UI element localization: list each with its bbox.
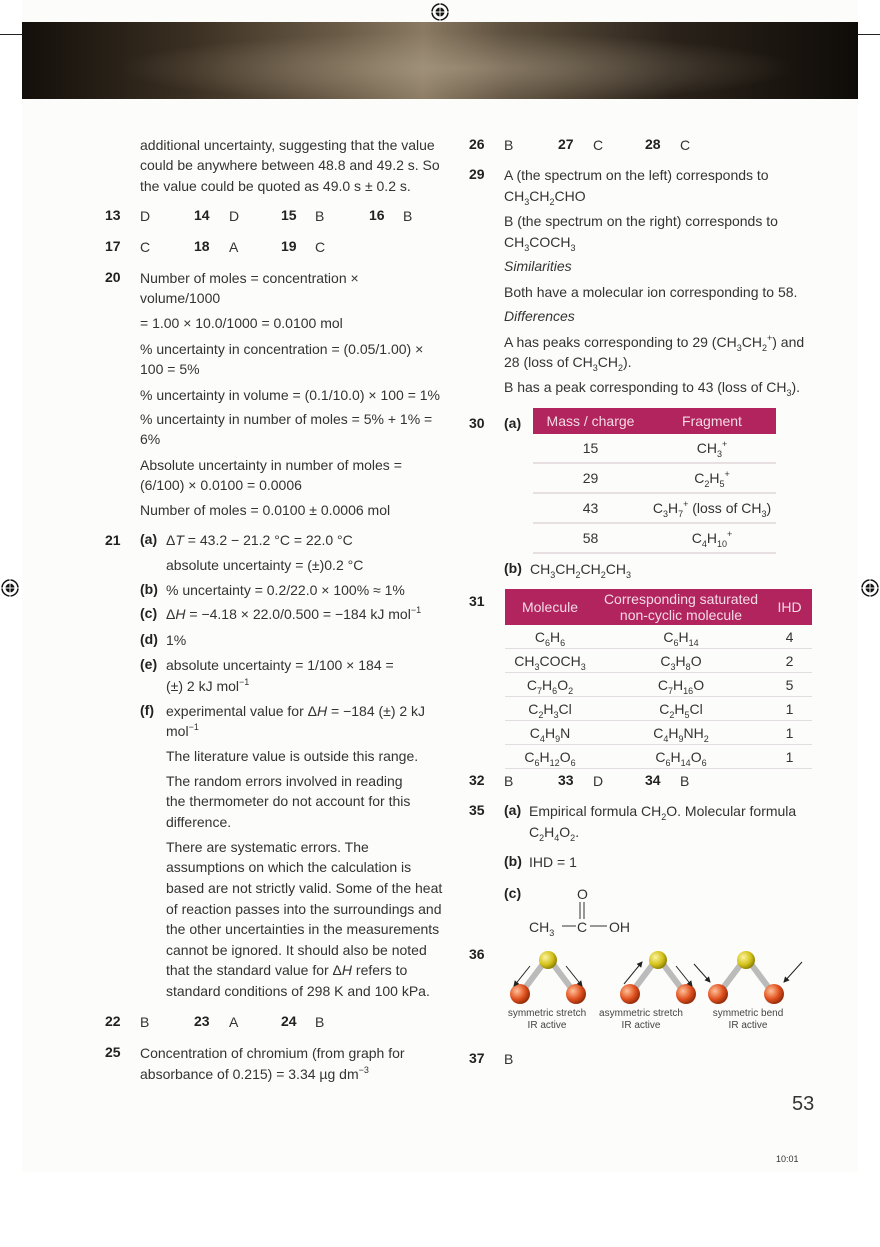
question-number: 36 [469, 946, 485, 962]
table-row [505, 673, 812, 697]
answer: D [593, 773, 604, 789]
answer-line: = 1.00 × 10.0/1000 = 0.0100 mol [140, 315, 343, 331]
question-number: 31 [469, 593, 485, 609]
answer-line: % uncertainty = 0.2/22.0 × 100% ≈ 1% [166, 582, 405, 598]
table-cell: $CH_3COCH_3$ [505, 649, 595, 673]
question-number: 21 [105, 532, 121, 548]
question-number: 24 [281, 1013, 297, 1029]
table-cell: 5 [767, 673, 812, 697]
vibration-caption: symmetric bend IR active [712, 1008, 784, 1031]
question-number: 27 [558, 136, 574, 152]
question-number: 37 [469, 1050, 485, 1066]
timestamp: 10:01 [776, 1154, 799, 1164]
answer-line: assumptions on which the calculation is [166, 859, 412, 875]
question-number: 26 [469, 136, 485, 152]
formula: $C_2H_4O_2$. [529, 824, 580, 843]
table-row [505, 721, 812, 745]
asymmetric-stretch-molecule [620, 951, 696, 1004]
table-row [505, 625, 812, 649]
question-number: 32 [469, 772, 485, 788]
formula: $CH_3CH_2CH_2CH_3$ [530, 561, 631, 580]
answer-line: 100 = 5% [140, 361, 200, 377]
answer: D [229, 208, 240, 224]
answer-line: The literature value is outside this range. [166, 748, 419, 764]
question-number: 28 [645, 136, 661, 152]
table-row [533, 463, 776, 493]
answer-line: experimental value for ΔH = −184 (±) 2 kJ [166, 703, 426, 719]
part-label: (f) [140, 702, 154, 718]
table-cell: 2 [767, 649, 812, 673]
table-cell: $C_6H_{14}O_6$ [595, 745, 767, 769]
question-number: 16 [369, 207, 385, 223]
answer-line: absorbance of 0.215) = 3.34 µg $dm^{-3}$ [140, 1065, 369, 1082]
answer-line: 1% [166, 632, 187, 648]
answer-line: difference. [166, 814, 232, 830]
question-number: 33 [558, 772, 574, 788]
formula: $CH_3COCH_3$ [504, 234, 576, 253]
table-row [505, 649, 812, 673]
answer: B [504, 137, 514, 153]
continued-text: could be anywhere between 48.8 and 49.2 s. So [140, 157, 440, 173]
symmetric-stretch-molecule [510, 951, 586, 1004]
answer-line: cannot be ignored. It should also be noted [166, 942, 427, 958]
answer-line: 6% [140, 431, 161, 447]
answer-line: The random errors involved in reading [166, 773, 403, 789]
table-cell: $C_6H_6$ [505, 625, 595, 649]
answer-line: % uncertainty in volume = (0.1/10.0) × 100 = 1% [140, 387, 441, 403]
answer-line: % uncertainty in number of moles = 5% + 1% = [140, 411, 433, 427]
part-label: (c) [140, 605, 158, 621]
table-row [533, 434, 776, 463]
question-number: 30 [469, 415, 485, 431]
table-cell: $C_7H_6O_2$ [505, 673, 595, 697]
table-cell: 1 [767, 697, 812, 721]
answer: A [229, 1014, 239, 1030]
table-header: Molecule [505, 589, 595, 625]
answer-line: B (the spectrum on the right) corresponds to [504, 213, 778, 229]
answer-line: (±) 2 kJ mol$^{-1}$ [166, 677, 250, 694]
structure-atom: $CH_3$ [529, 919, 555, 938]
part-label: (a) [504, 415, 522, 431]
answer-line: standard conditions of 298 K and 100 kPa. [166, 983, 430, 999]
question-number: 22 [105, 1013, 121, 1029]
answer: B [504, 1051, 514, 1067]
part-label: (d) [140, 631, 158, 647]
question-number: 18 [194, 238, 210, 254]
continued-text: additional uncertainty, suggesting that the value [140, 137, 435, 153]
table-row [505, 697, 812, 721]
table-cell: $C_7H_{16}O$ [595, 673, 767, 697]
table-cell: 4 [767, 625, 812, 649]
answer: B [403, 208, 413, 224]
answer: A [229, 239, 239, 255]
answer-line: Absolute uncertainty in number of moles = [140, 457, 402, 473]
table-row [533, 493, 776, 523]
answer-line: IHD = 1 [529, 854, 577, 870]
table-cell: 1 [767, 745, 812, 769]
answer-line: (6/100) × 0.0100 = 0.0006 [140, 477, 302, 493]
answer-line: absolute uncertainty = 1/100 × 184 = [166, 657, 394, 673]
part-label: (c) [504, 885, 522, 901]
answer: B [315, 1014, 325, 1030]
answer-line: absolute uncertainty = (±)0.2 °C [166, 557, 364, 573]
subheading: Differences [504, 308, 575, 324]
question-number: 13 [105, 207, 121, 223]
answer-line: ΔT = 43.2 − 21.2 °C = 22.0 °C [166, 532, 353, 548]
fragment-table [533, 408, 776, 554]
table-header: Fragment [648, 408, 776, 434]
part-label: (a) [140, 531, 158, 547]
table-header: IHD [767, 589, 812, 625]
table-row [533, 523, 776, 553]
answer: D [140, 208, 151, 224]
vibration-modes-diagram [500, 944, 810, 1008]
answer-line: Number of moles = 0.0100 ± 0.0006 mol [140, 502, 391, 518]
question-number: 23 [194, 1013, 210, 1029]
part-label: (b) [504, 560, 522, 576]
table-cell: $C_6H_{14}$ [595, 625, 767, 649]
continued-text: the value could be quoted as 49.0 s ± 0.2 s. [140, 178, 411, 194]
answer-line: Empirical formula $CH_2O$. Molecular formula [529, 803, 797, 822]
answer-line: % uncertainty in concentration = (0.05/1.00) × [140, 341, 424, 357]
question-number: 14 [194, 207, 210, 223]
answer-line: B has a peak corresponding to 43 (loss of $CH_3$). [504, 379, 801, 398]
table-cell: $C_6H_{12}O_6$ [505, 745, 595, 769]
table-row [505, 745, 812, 769]
answer-line: based are not strictly valid. Some of the heat [166, 880, 443, 896]
table-header: Corresponding saturated non-cyclic molecule [595, 589, 767, 625]
answer: B [140, 1014, 150, 1030]
answer: C [680, 137, 691, 153]
structure-atom: O [577, 886, 588, 902]
answer-line: volume/1000 [140, 290, 221, 306]
part-label: (b) [140, 581, 158, 597]
answer: B [315, 208, 325, 224]
question-number: 34 [645, 772, 661, 788]
crop-mark [858, 34, 880, 35]
part-label: (b) [504, 853, 522, 869]
ihd-table [505, 589, 812, 769]
registration-mark-icon [860, 578, 880, 598]
table-cell: $C_4H_{10}^+$ [648, 523, 776, 553]
answer-line: the other uncertainties in the measurements [166, 921, 440, 937]
answer-line: A has peaks corresponding to 29 $(CH_3CH_2^+)$ and [504, 333, 805, 353]
part-label: (e) [140, 656, 158, 672]
question-number: 17 [105, 238, 121, 254]
table-cell: 43 [533, 493, 648, 523]
answer-line: that the standard value for ΔH refers to [166, 962, 408, 978]
table-cell: $C_2H_3Cl$ [505, 697, 595, 721]
structure-atom: OH [609, 919, 630, 935]
question-number: 19 [281, 238, 297, 254]
answer-line: ΔH = −4.18 × 22.0/0.500 = −184 kJ mol$^{-1}$ [166, 605, 422, 622]
registration-mark-icon [430, 2, 450, 22]
answer: C [315, 239, 326, 255]
table-cell: $C_3H_8O$ [595, 649, 767, 673]
answer-line: Concentration of chromium (from graph for [140, 1045, 405, 1061]
answer: C [593, 137, 604, 153]
table-cell: $C_4H_9N$ [505, 721, 595, 745]
vibration-caption: asymmetric stretch IR active [599, 1008, 683, 1031]
table-cell: $C_3H_7^+$ (loss of $CH_3$) [648, 493, 776, 523]
formula: $CH_3CH_2CHO$ [504, 188, 586, 207]
answer: B [504, 773, 514, 789]
table-cell: 29 [533, 463, 648, 493]
table-cell: 1 [767, 721, 812, 745]
symmetric-bend-molecule [694, 951, 802, 1004]
table-cell: $C_4H_9NH_2$ [595, 721, 767, 745]
answer-line: the thermometer do not account for this [166, 793, 411, 809]
table-header: Mass / charge [533, 408, 648, 434]
part-label: (a) [504, 802, 522, 818]
answer: B [680, 773, 690, 789]
question-number: 35 [469, 802, 485, 818]
header-banner [22, 22, 858, 99]
answer: C [140, 239, 151, 255]
question-number: 20 [105, 269, 121, 285]
answer-line: Both have a molecular ion corresponding to 58. [504, 284, 798, 300]
registration-mark-icon [0, 578, 20, 598]
answer-line: 28 (loss of $CH_3CH_2$). [504, 354, 632, 373]
table-cell: $C_2H_5^+$ [648, 463, 776, 493]
answer-line: Number of moles = concentration × [140, 270, 359, 286]
structure-atom: C [577, 919, 588, 935]
question-number: 25 [105, 1044, 121, 1060]
answer-line: mol$^{-1}$ [166, 722, 199, 739]
question-number: 29 [469, 166, 485, 182]
crop-mark [0, 34, 22, 35]
question-number: 15 [281, 207, 297, 223]
table-cell: 58 [533, 523, 648, 553]
answer-line: There are systematic errors. The [166, 839, 369, 855]
subheading: Similarities [504, 258, 572, 274]
answer-line: A (the spectrum on the left) corresponds to [504, 167, 769, 183]
structural-formula-bonds [520, 900, 640, 930]
table-cell: $C_2H_5Cl$ [595, 697, 767, 721]
answer-line: of reaction passes into the surroundings and [166, 901, 442, 917]
page-number: 53 [792, 1093, 815, 1115]
table-cell: 15 [533, 434, 648, 463]
vibration-caption: symmetric stretch IR active [507, 1008, 587, 1031]
table-cell: $CH_3^+$ [648, 434, 776, 463]
